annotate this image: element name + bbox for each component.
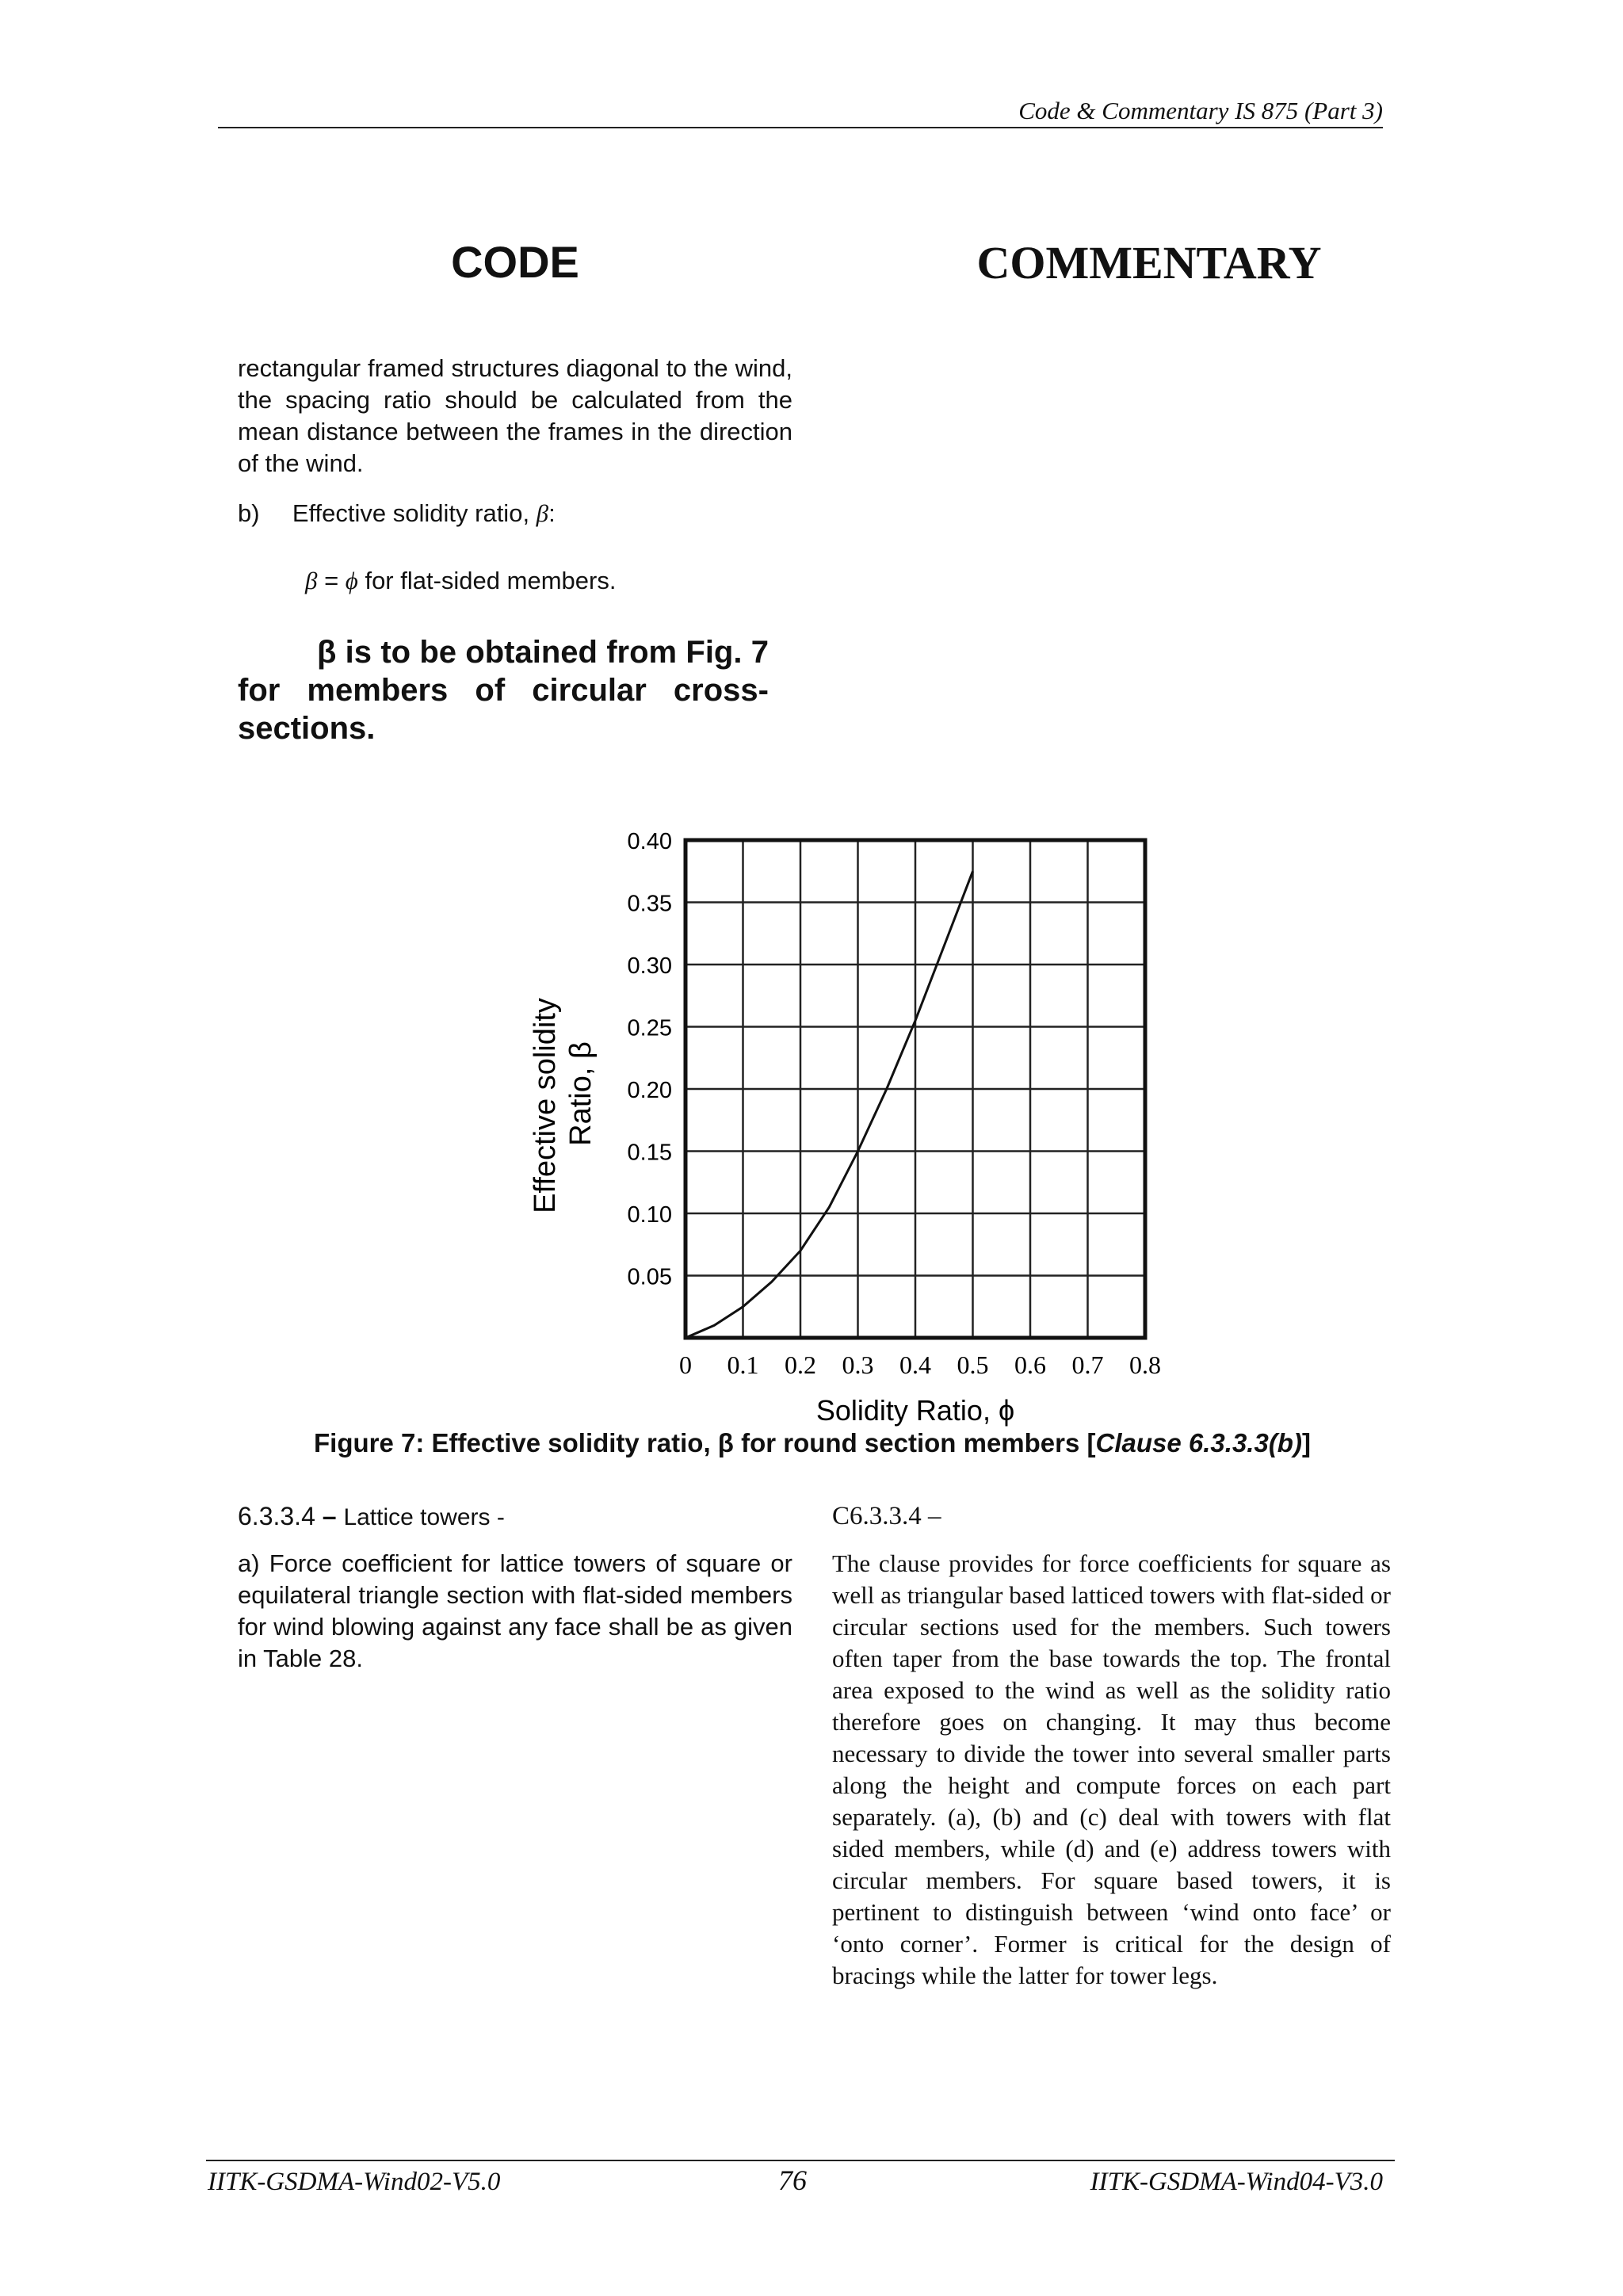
- x-axis-tick-labels: [679, 1350, 1161, 1379]
- chart-grid: [685, 840, 1145, 1338]
- footer-rule: [206, 2160, 1395, 2161]
- caption-suffix: ]: [1301, 1428, 1311, 1457]
- equation-operator: =: [317, 567, 346, 594]
- x-tick-label: 0.2: [785, 1350, 816, 1379]
- commentary-section-heading: C6.3.3.4 –: [832, 1502, 941, 1530]
- code-equation: [305, 565, 781, 597]
- page-number: 76: [778, 2164, 807, 2196]
- caption-clause: Clause 6.3.3.3(b): [1095, 1428, 1302, 1457]
- beta-symbol: β: [536, 499, 549, 527]
- y-tick-label: 0.40: [627, 829, 672, 854]
- x-axis-label: Solidity Ratio, ϕ: [815, 1394, 1015, 1427]
- chart-series-line: [685, 871, 973, 1338]
- y-tick-label: 0.05: [627, 1264, 672, 1290]
- y-tick-label: 0.15: [627, 1140, 672, 1166]
- code-item-a: a) Force coefficient for lattice towers of square or equilateral triangle section with flat-sided members for wind blowing against any face shall be as given in Table 28.: [238, 1549, 792, 1672]
- item-b-suffix: :: [548, 499, 556, 527]
- running-header: Code & Commentary IS 875 (Part 3): [1018, 97, 1383, 124]
- x-tick-label: 0.6: [1014, 1350, 1046, 1379]
- x-tick-label: 0.5: [957, 1350, 989, 1379]
- y-axis-label-line2: Ratio, β: [564, 1041, 598, 1146]
- x-tick-label: 0.7: [1071, 1350, 1104, 1379]
- item-b-text: Effective solidity ratio,: [292, 499, 537, 527]
- y-tick-label: 0.20: [627, 1078, 672, 1103]
- footer-right: IITK-GSDMA-Wind04-V3.0: [1090, 2168, 1383, 2196]
- code-paragraph-spacing-ratio: rectangular framed structures diagonal to the wind, the spacing ratio should be calculated from the mean distance between the frames in the direction of the wind.: [238, 354, 792, 477]
- caption-prefix: Figure 7: Effective solidity ratio, β for round section members [: [314, 1428, 1096, 1457]
- y-tick-label: 0.10: [627, 1202, 672, 1228]
- footer-left: IITK-GSDMA-Wind02-V5.0: [208, 2168, 501, 2196]
- code-column-title: CODE: [451, 237, 579, 287]
- y-axis-tick-labels: [628, 829, 672, 1290]
- section-dash: –: [315, 1502, 344, 1530]
- code-item-b: [238, 498, 792, 529]
- equation-phi: ϕ: [345, 567, 358, 594]
- commentary-column-title: COMMENTARY: [976, 237, 1322, 288]
- code-bold-note: β is to be obtained from Fig. 7 for members of circular cross-sections.: [238, 635, 769, 746]
- x-tick-label: 0.1: [727, 1350, 759, 1379]
- x-tick-label: 0.3: [842, 1350, 874, 1379]
- y-tick-label: 0.25: [627, 1015, 672, 1041]
- header-rule: [218, 127, 1383, 128]
- code-section-heading: [238, 1500, 792, 1534]
- item-b-marker: b): [238, 499, 260, 527]
- x-tick-label: 0.4: [899, 1350, 931, 1379]
- equation-text: for flat-sided members.: [357, 567, 617, 594]
- section-title: Lattice towers -: [343, 1504, 505, 1530]
- y-tick-label: 0.30: [627, 953, 672, 979]
- section-number: 6.3.3.4: [238, 1502, 315, 1530]
- x-tick-label: 0: [679, 1350, 692, 1379]
- equation-beta: β: [305, 567, 318, 594]
- figure-caption: [119, 1428, 1506, 1458]
- x-tick-label: 0.8: [1129, 1350, 1161, 1379]
- commentary-body: The clause provides for force coefficients for square as well as triangular based latticed towers with flat-sided or circular sections used for the members. Such towers often taper from the base towards the top. The frontal area exposed to the wind as well as the solidity ratio therefore goes on changing. It may thus become necessary to divide the tower into several smaller parts along the height and compute forces on each part separately. (a), (b) and (c) deal with towers with flat sided members, while (d) and (e) address towers with circular members. For square based towers, it is pertinent to distinguish between ‘wind onto face’ or ‘onto corner’. Former is critical for the design of bracings while the latter for tower legs.: [832, 1549, 1391, 1989]
- figure-7-chart: [0, 793, 1623, 1427]
- y-tick-label: 0.35: [627, 891, 672, 917]
- y-axis-label-line1: Effective solidity: [529, 998, 562, 1213]
